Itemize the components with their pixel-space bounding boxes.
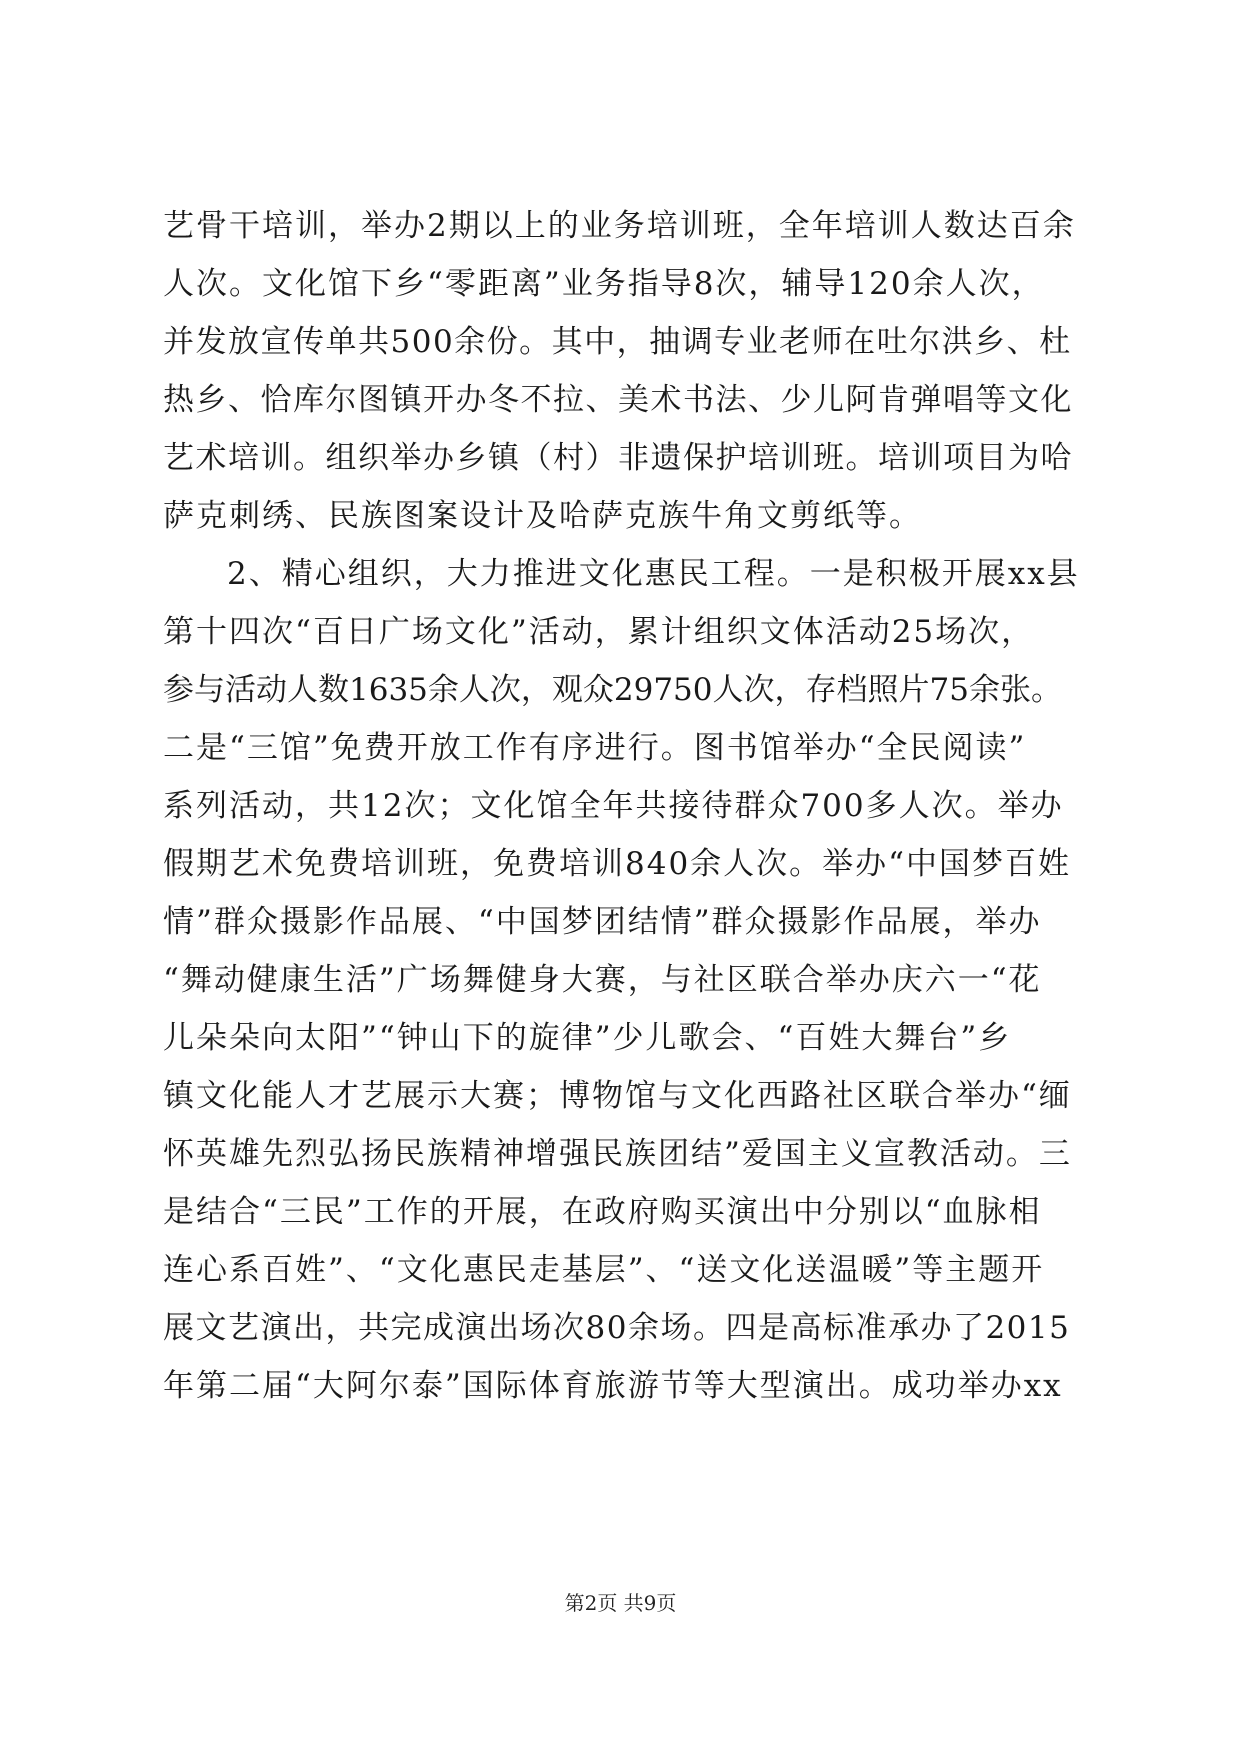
text-line: 人次。文化馆下乡“零距离”业务指导8次，辅导120余人次， xyxy=(163,266,1045,302)
text-line: 并发放宣传单共500余份。其中，抽调专业老师在吐尔洪乡、杜 xyxy=(163,324,1072,360)
text-line: 艺术培训。组织举办乡镇（村）非遗保护培训班。培训项目为哈 xyxy=(163,440,1073,476)
text-line: 怀英雄先烈弘扬民族精神增强民族团结”爱国主义宣教活动。三 xyxy=(163,1136,1072,1172)
page-number-footer: 第2页 共9页 xyxy=(564,1591,677,1615)
text-line: 系列活动，共12次；文化馆全年共接待群众700多人次。举办 xyxy=(163,788,1064,824)
text-line: 艺骨干培训，举办2期以上的业务培训班，全年培训人数达百余 xyxy=(163,208,1076,244)
text-line: 第十四次“百日广场文化”活动，累计组织文体活动25场次， xyxy=(163,614,1035,650)
text-line: 热乡、恰库尔图镇开办冬不拉、美术书法、少儿阿肯弹唱等文化 xyxy=(163,382,1073,418)
text-line: 情”群众摄影作品展、“中国梦团结情”群众摄影作品展，举办 xyxy=(163,904,1042,940)
paragraph-start-line: 2、精心组织，大力推进文化惠民工程。一是积极开展xx县 xyxy=(227,556,1080,592)
text-line: 镇文化能人才艺展示大赛；博物馆与文化西路社区联合举办“缅 xyxy=(163,1078,1072,1114)
text-line: 参与活动人数1635余人次，观众29750人次，存档照片75余张。 xyxy=(163,672,1062,708)
text-line: 连心系百姓”、“文化惠民走基层”、“送文化送温暖”等主题开 xyxy=(163,1252,1045,1288)
text-line: “舞动健康生活”广场舞健身大赛，与社区联合举办庆六一“花 xyxy=(163,962,1042,998)
text-line: 展文艺演出，共完成演出场次80余场。四是高标准承办了2015 xyxy=(163,1310,1071,1346)
text-line: 儿朵朵向太阳”“钟山下的旋律”少儿歌会、“百姓大舞台”乡 xyxy=(163,1020,1012,1056)
text-line: 年第二届“大阿尔泰”国际体育旅游节等大型演出。成功举办xx xyxy=(163,1368,1063,1404)
text-line: 假期艺术免费培训班，免费培训840余人次。举办“中国梦百姓 xyxy=(163,846,1072,882)
text-line: 是结合“三民”工作的开展，在政府购买演出中分别以“血脉相 xyxy=(163,1194,1042,1230)
text-line: 萨克刺绣、民族图案设计及哈萨克族牛角文剪纸等。 xyxy=(163,498,922,534)
text-line: 二是“三馆”免费开放工作有序进行。图书馆举办“全民阅读” xyxy=(163,730,1027,766)
